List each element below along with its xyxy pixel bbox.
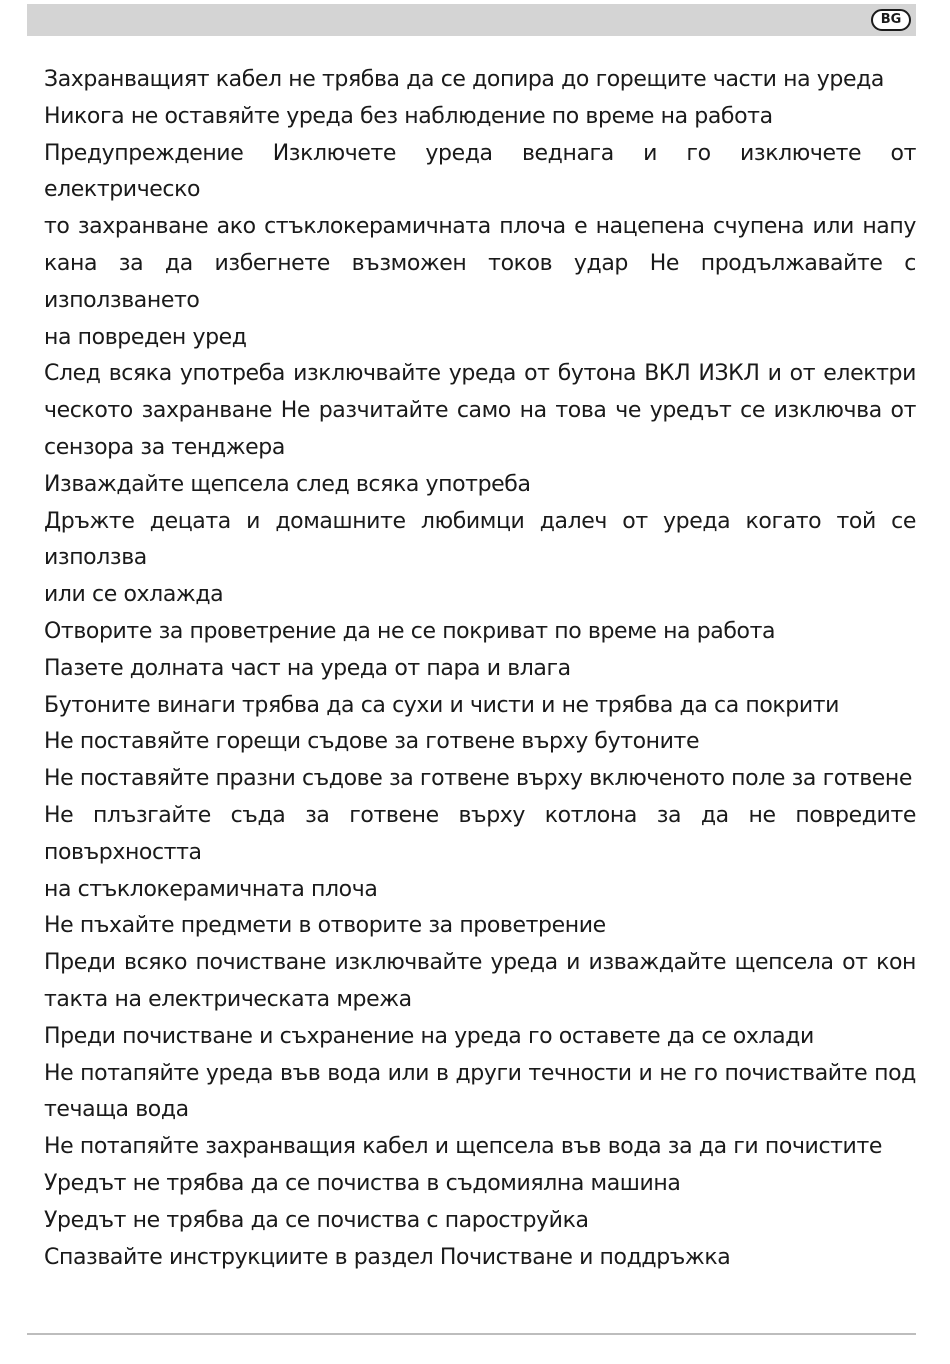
text-line: Не потапяйте захранващия кабел и щепсела във вода за да ги почистите — [44, 1134, 883, 1160]
text-line: Уредът не трябва да се почиства в съдомиялна машина — [44, 1170, 681, 1196]
paragraph — [44, 1203, 916, 1240]
text-line: Никога не оставяйте уреда без наблюдение по време на работа — [44, 103, 773, 129]
text-line: Пазете долната част на уреда от пара и влага — [44, 655, 571, 681]
text-line: Захранващият кабел не трябва да се допира до горещите части на уреда — [44, 67, 885, 92]
text-line: Спазвайте инструкциите в раздел Почистване и поддръжка — [44, 1244, 731, 1270]
text-line: или се охлажда — [44, 582, 224, 608]
text-line: Не поставяйте горещи съдове за готвене върху бутоните — [44, 729, 700, 755]
language-badge: BG — [871, 9, 911, 31]
text-line: Изваждайте щепсела след всяка употреба — [44, 471, 531, 497]
paragraph — [44, 356, 916, 466]
text-line: на стъклокерамичната плоча — [44, 876, 378, 902]
paragraph — [44, 614, 916, 651]
paragraph — [44, 724, 916, 761]
paragraph — [44, 908, 916, 945]
paragraph — [44, 1129, 916, 1166]
paragraph — [44, 651, 916, 688]
text-line: то захранване ако стъклокерамичната плоча е нацепена счупена или напу — [44, 214, 916, 240]
text-line: ческото захранване Не разчитайте само на това че уредът се изключва от — [44, 398, 916, 424]
text-line: Преди всяко почистване изключвайте уреда и изваждайте щепсела от кон — [44, 950, 916, 976]
text-line: Бутоните винаги трябва да са сухи и чисти и не трябва да са покрити — [44, 692, 840, 718]
paragraph — [44, 136, 916, 357]
paragraph — [44, 688, 916, 725]
paragraph — [44, 1019, 916, 1056]
paragraph — [44, 99, 916, 136]
text-line: Не потапяйте уреда във вода или в други течности и не го почиствайте под — [44, 1060, 916, 1086]
paragraph — [44, 761, 916, 798]
text-line: Преди почистване и съхранение на уреда го оставете да се охлади — [44, 1023, 814, 1049]
text-line: Не пъхайте предмети в отворите за проветрение — [44, 913, 606, 939]
text-line: такта на електрическата мрежа — [44, 986, 412, 1012]
paragraph — [44, 945, 916, 1019]
text-line: кана за да избегнете възможен токов удар Не продължавайте с използването — [44, 250, 916, 313]
paragraph — [44, 1166, 916, 1203]
text-line: Предупреждение Изключете уреда веднага и го изключете от електрическо — [44, 140, 916, 203]
text-line: Дръжте децата и домашните любимци далеч от уреда когато той се използва — [44, 508, 916, 571]
header-bar — [27, 4, 916, 36]
text-line: Не плъзгайте съда за готвене върху котлона за да не повредите повърхността — [44, 802, 916, 865]
paragraph — [44, 467, 916, 504]
text-line: на повреден уред — [44, 324, 247, 350]
text-line: Уредът не трябва да се почиства с пароструйка — [44, 1207, 589, 1233]
safety-instructions-text — [44, 62, 916, 1276]
paragraph — [44, 1240, 916, 1277]
text-line: След всяка употреба изключвайте уреда от бутона ВКЛ ИЗКЛ и от електри — [44, 361, 916, 387]
paragraph — [44, 62, 916, 99]
text-line: течаща вода — [44, 1097, 189, 1123]
paragraph — [44, 798, 916, 908]
text-line: сензора за тенджера — [44, 434, 285, 460]
paragraph — [44, 504, 916, 614]
footer-divider — [27, 1333, 916, 1335]
paragraph — [44, 1056, 916, 1130]
text-line: Не поставяйте празни съдове за готвене върху включеното поле за готвене — [44, 766, 913, 792]
text-line: Отворите за проветрение да не се покриват по време на работа — [44, 618, 776, 644]
